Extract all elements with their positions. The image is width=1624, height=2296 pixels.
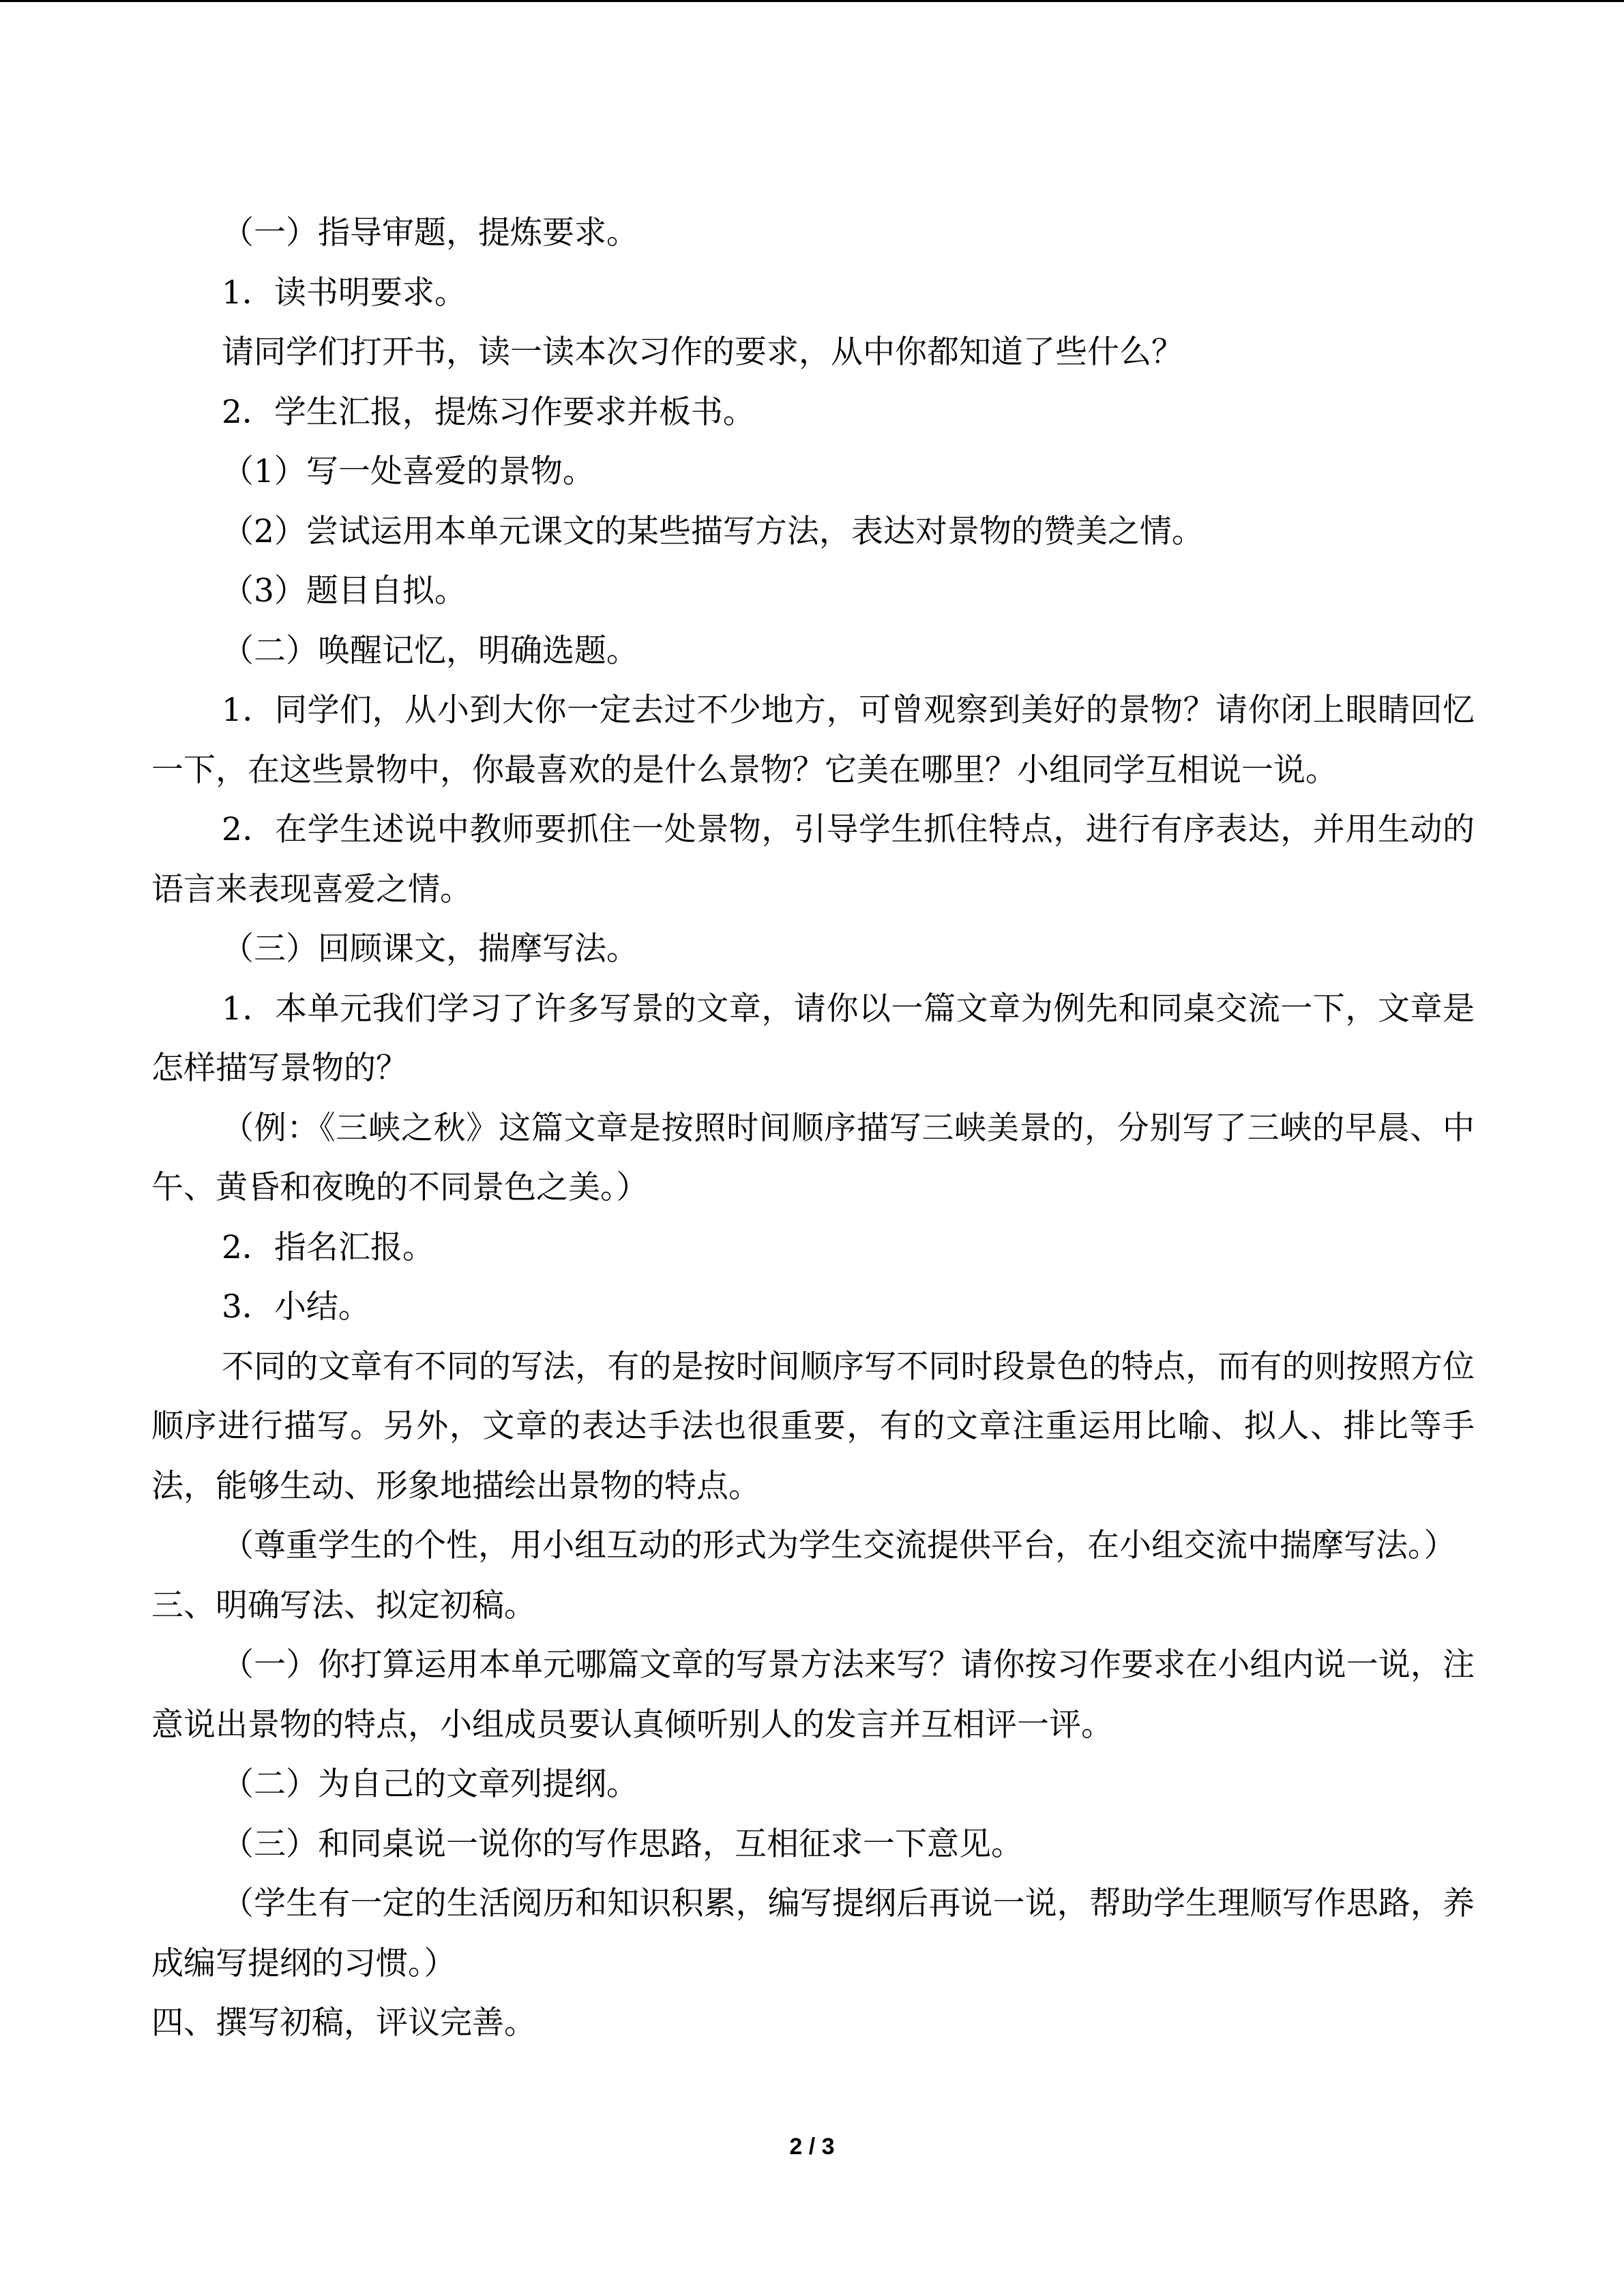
step-paragraph: 2．在学生述说中教师要抓住一处景物，引导学生抓住特点，进行有序表达，并用生动的语言来表现喜爱之情。 — [151, 811, 1475, 908]
body-paragraph: 请同学们打开书，读一读本次习作的要求，从中你都知道了些什么？ — [222, 333, 1183, 371]
step-paragraph: 2．学生汇报，提炼习作要求并板书。 — [222, 393, 755, 431]
major-heading-4: 四、撰写初稿，评议完善。 — [151, 2004, 536, 2042]
example-note: （例：《三峡之秋》这篇文章是按照时间顺序描写三峡美景的，分别写了三峡的早晨、中午、黄昏和夜晚的不同景色之美。） — [151, 1109, 1475, 1206]
step-paragraph: 1．同学们，从小到大你一定去过不少地方，可曾观察到美好的景物？请你闭上眼睛回忆一下，在这些景物中，你最喜欢的是什么景物？它美在哪里？小组同学互相说一说。 — [151, 691, 1475, 789]
step-paragraph: 1．读书明要求。 — [222, 273, 467, 312]
page-number: 2 / 3 — [789, 2134, 835, 2160]
requirement-item: （1）写一处喜爱的景物。 — [222, 453, 595, 490]
requirement-item: （2）尝试运用本单元课文的某些描写方法，表达对景物的赞美之情。 — [222, 512, 1204, 550]
section-heading-3: （三）回顾课文，揣摩写法。 — [222, 930, 638, 968]
section-heading-1: （一）指导审题，提炼要求。 — [222, 214, 638, 252]
step-paragraph: （一）你打算运用本单元哪篇文章的写景方法来写？请你按习作要求在小组内说一说，注意说出景物的特点，小组成员要认真倾听别人的发言并互相评一评。 — [151, 1646, 1475, 1744]
step-paragraph: （二）为自己的文章列提纲。 — [222, 1765, 638, 1803]
section-heading-2: （二）唤醒记忆，明确选题。 — [222, 631, 638, 670]
body-paragraph: 不同的文章有不同的写法，有的是按时间顺序写不同时段景色的特点，而有的则按照方位顺序进行描写。另外，文章的表达手法也很重要，有的文章注重运用比喻、拟人、排比等手法，能够生动、形象地描绘出景物的特点。 — [151, 1347, 1475, 1505]
teaching-note: （尊重学生的个性，用小组互动的形式为学生交流提供平台，在小组交流中揣摩写法。） — [222, 1527, 1456, 1564]
document-body — [0, 203, 1624, 2053]
step-paragraph: 2．指名汇报。 — [222, 1228, 434, 1266]
major-heading-3: 三、明确写法、拟定初稿。 — [151, 1586, 536, 1624]
step-paragraph: 3．小结。 — [222, 1288, 370, 1326]
step-paragraph: 1．本单元我们学习了许多写景的文章，请你以一篇文章为例先和同桌交流一下，文章是怎样描写景物的？ — [151, 989, 1475, 1087]
requirement-item: （3）题目自拟。 — [222, 572, 467, 610]
step-paragraph: （三）和同桌说一说你的写作思路，互相征求一下意见。 — [222, 1825, 1023, 1863]
page-top-border — [0, 0, 1624, 2]
teaching-note: （学生有一定的生活阅历和知识积累，编写提纲后再说一说，帮助学生理顺写作思路，养成编写提纲的习惯。） — [151, 1885, 1475, 1982]
